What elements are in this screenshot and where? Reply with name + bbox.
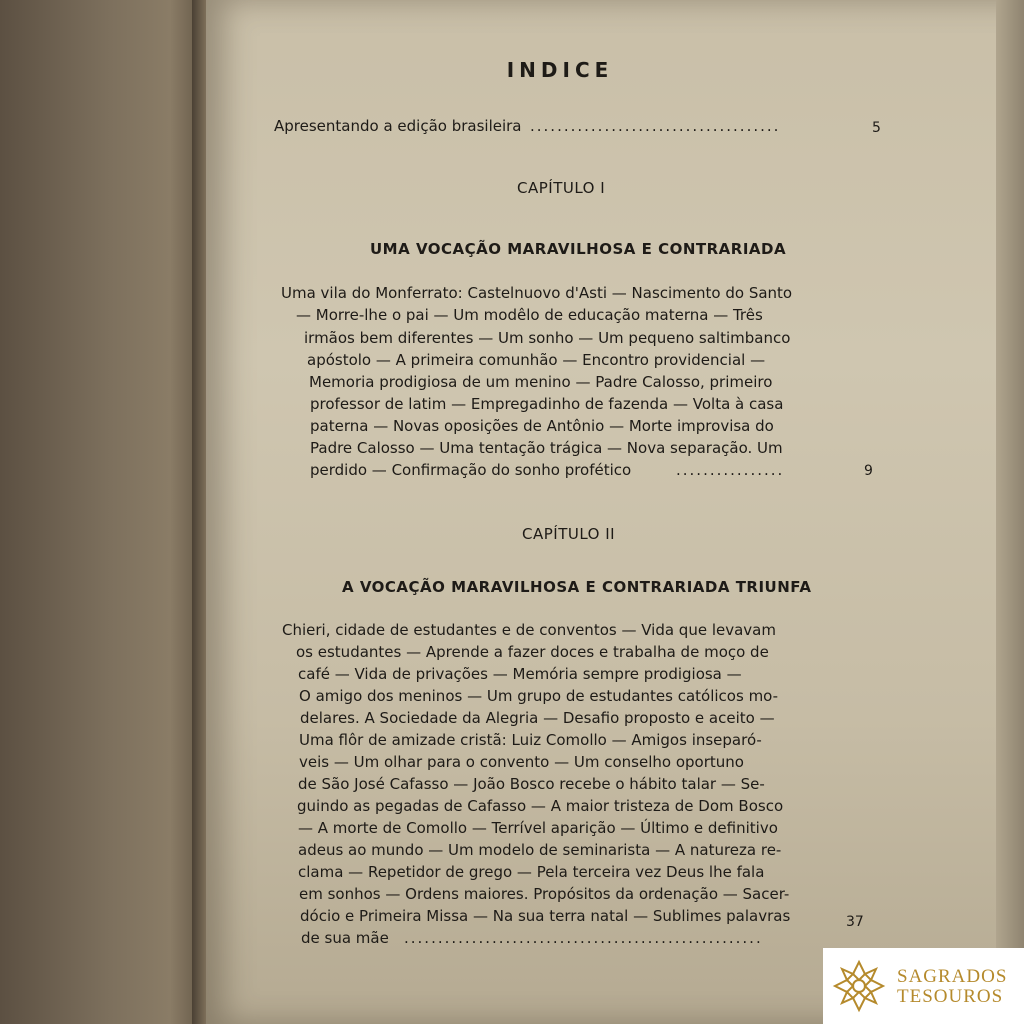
dot-leader: ..................................... bbox=[530, 117, 781, 135]
chapter-title: A VOCAÇÃO MARAVILHOSA E CONTRARIADA TRIUNFA bbox=[342, 578, 812, 596]
watermark-text: SAGRADOS bbox=[897, 966, 1008, 987]
dot-leader: ................ bbox=[676, 461, 785, 479]
chapter-summary-line: Uma flôr de amizade cristã: Luiz Comollo — Amigos inseparó- bbox=[299, 731, 762, 749]
chapter-summary-line: de sua mãe bbox=[301, 929, 389, 947]
chapter-title: UMA VOCAÇÃO MARAVILHOSA E CONTRARIADA bbox=[370, 240, 787, 258]
page-number: 9 bbox=[864, 463, 873, 479]
chapter-label: CAPÍTULO I bbox=[517, 179, 606, 197]
toc-intro-entry: Apresentando a edição brasileira bbox=[274, 117, 522, 135]
chapter-summary-line: delares. A Sociedade da Alegria — Desafio proposto e aceito — bbox=[300, 709, 775, 727]
watermark-text: TESOUROS bbox=[897, 986, 1004, 1007]
chapter-summary-line: em sonhos — Ordens maiores. Propósitos da ordenação — Sacer- bbox=[299, 885, 790, 903]
chapter-summary-line: veis — Um olhar para o convento — Um conselho oportuno bbox=[299, 753, 744, 771]
chapter-summary-line: adeus ao mundo — Um modelo de seminarista — A natureza re- bbox=[298, 841, 782, 859]
chapter-summary-line: Chieri, cidade de estudantes e de conventos — Vida que levavam bbox=[282, 621, 776, 639]
chapter-summary-line: O amigo dos meninos — Um grupo de estudantes católicos mo- bbox=[299, 687, 779, 705]
chapter-summary-line: apóstolo — A primeira comunhão — Encontro providencial — bbox=[307, 351, 766, 369]
page-number: 37 bbox=[846, 914, 864, 930]
chapter-summary-line: perdido — Confirmação do sonho profético bbox=[310, 461, 632, 479]
chapter-summary-line: irmãos bem diferentes — Um sonho — Um pequeno saltimbanco bbox=[304, 329, 791, 347]
ornamental-rosette-icon bbox=[831, 958, 887, 1014]
chapter-summary-line: — A morte de Comollo — Terrível aparição — Último e definitivo bbox=[298, 819, 778, 837]
chapter-summary-line: de São José Cafasso — João Bosco recebe o hábito talar — Se- bbox=[298, 775, 765, 793]
page-edge bbox=[996, 0, 1024, 1024]
toc-title: INDICE bbox=[506, 58, 614, 82]
watermark-badge bbox=[823, 948, 1024, 1024]
chapter-summary-line: café — Vida de privações — Memória sempre prodigiosa — bbox=[298, 665, 742, 683]
chapter-summary-line: Memoria prodigiosa de um menino — Padre Calosso, primeiro bbox=[309, 373, 773, 391]
chapter-summary-line: os estudantes — Aprende a fazer doces e trabalha de moço de bbox=[296, 643, 769, 661]
chapter-summary-line: Padre Calosso — Uma tentação trágica — Nova separação. Um bbox=[310, 439, 783, 457]
left-page bbox=[0, 0, 200, 1024]
chapter-summary-line: — Morre-lhe o pai — Um modêlo de educação materna — Três bbox=[296, 306, 763, 324]
chapter-summary-line: Uma vila do Monferrato: Castelnuovo d'Asti — Nascimento do Santo bbox=[281, 284, 793, 302]
chapter-label: CAPÍTULO II bbox=[522, 525, 616, 543]
dot-leader: ..................................................... bbox=[404, 929, 763, 947]
chapter-summary-line: clama — Repetidor de grego — Pela terceira vez Deus lhe fala bbox=[298, 863, 765, 881]
page-number: 5 bbox=[872, 120, 881, 136]
chapter-summary-line: dócio e Primeira Missa — Na sua terra natal — Sublimes palavras bbox=[300, 907, 791, 925]
chapter-summary-line: paterna — Novas oposições de Antônio — Morte improvisa do bbox=[310, 417, 774, 435]
chapter-summary-line: guindo as pegadas de Cafasso — A maior tristeza de Dom Bosco bbox=[297, 797, 784, 815]
chapter-summary-line: professor de latim — Empregadinho de fazenda — Volta à casa bbox=[310, 395, 784, 413]
